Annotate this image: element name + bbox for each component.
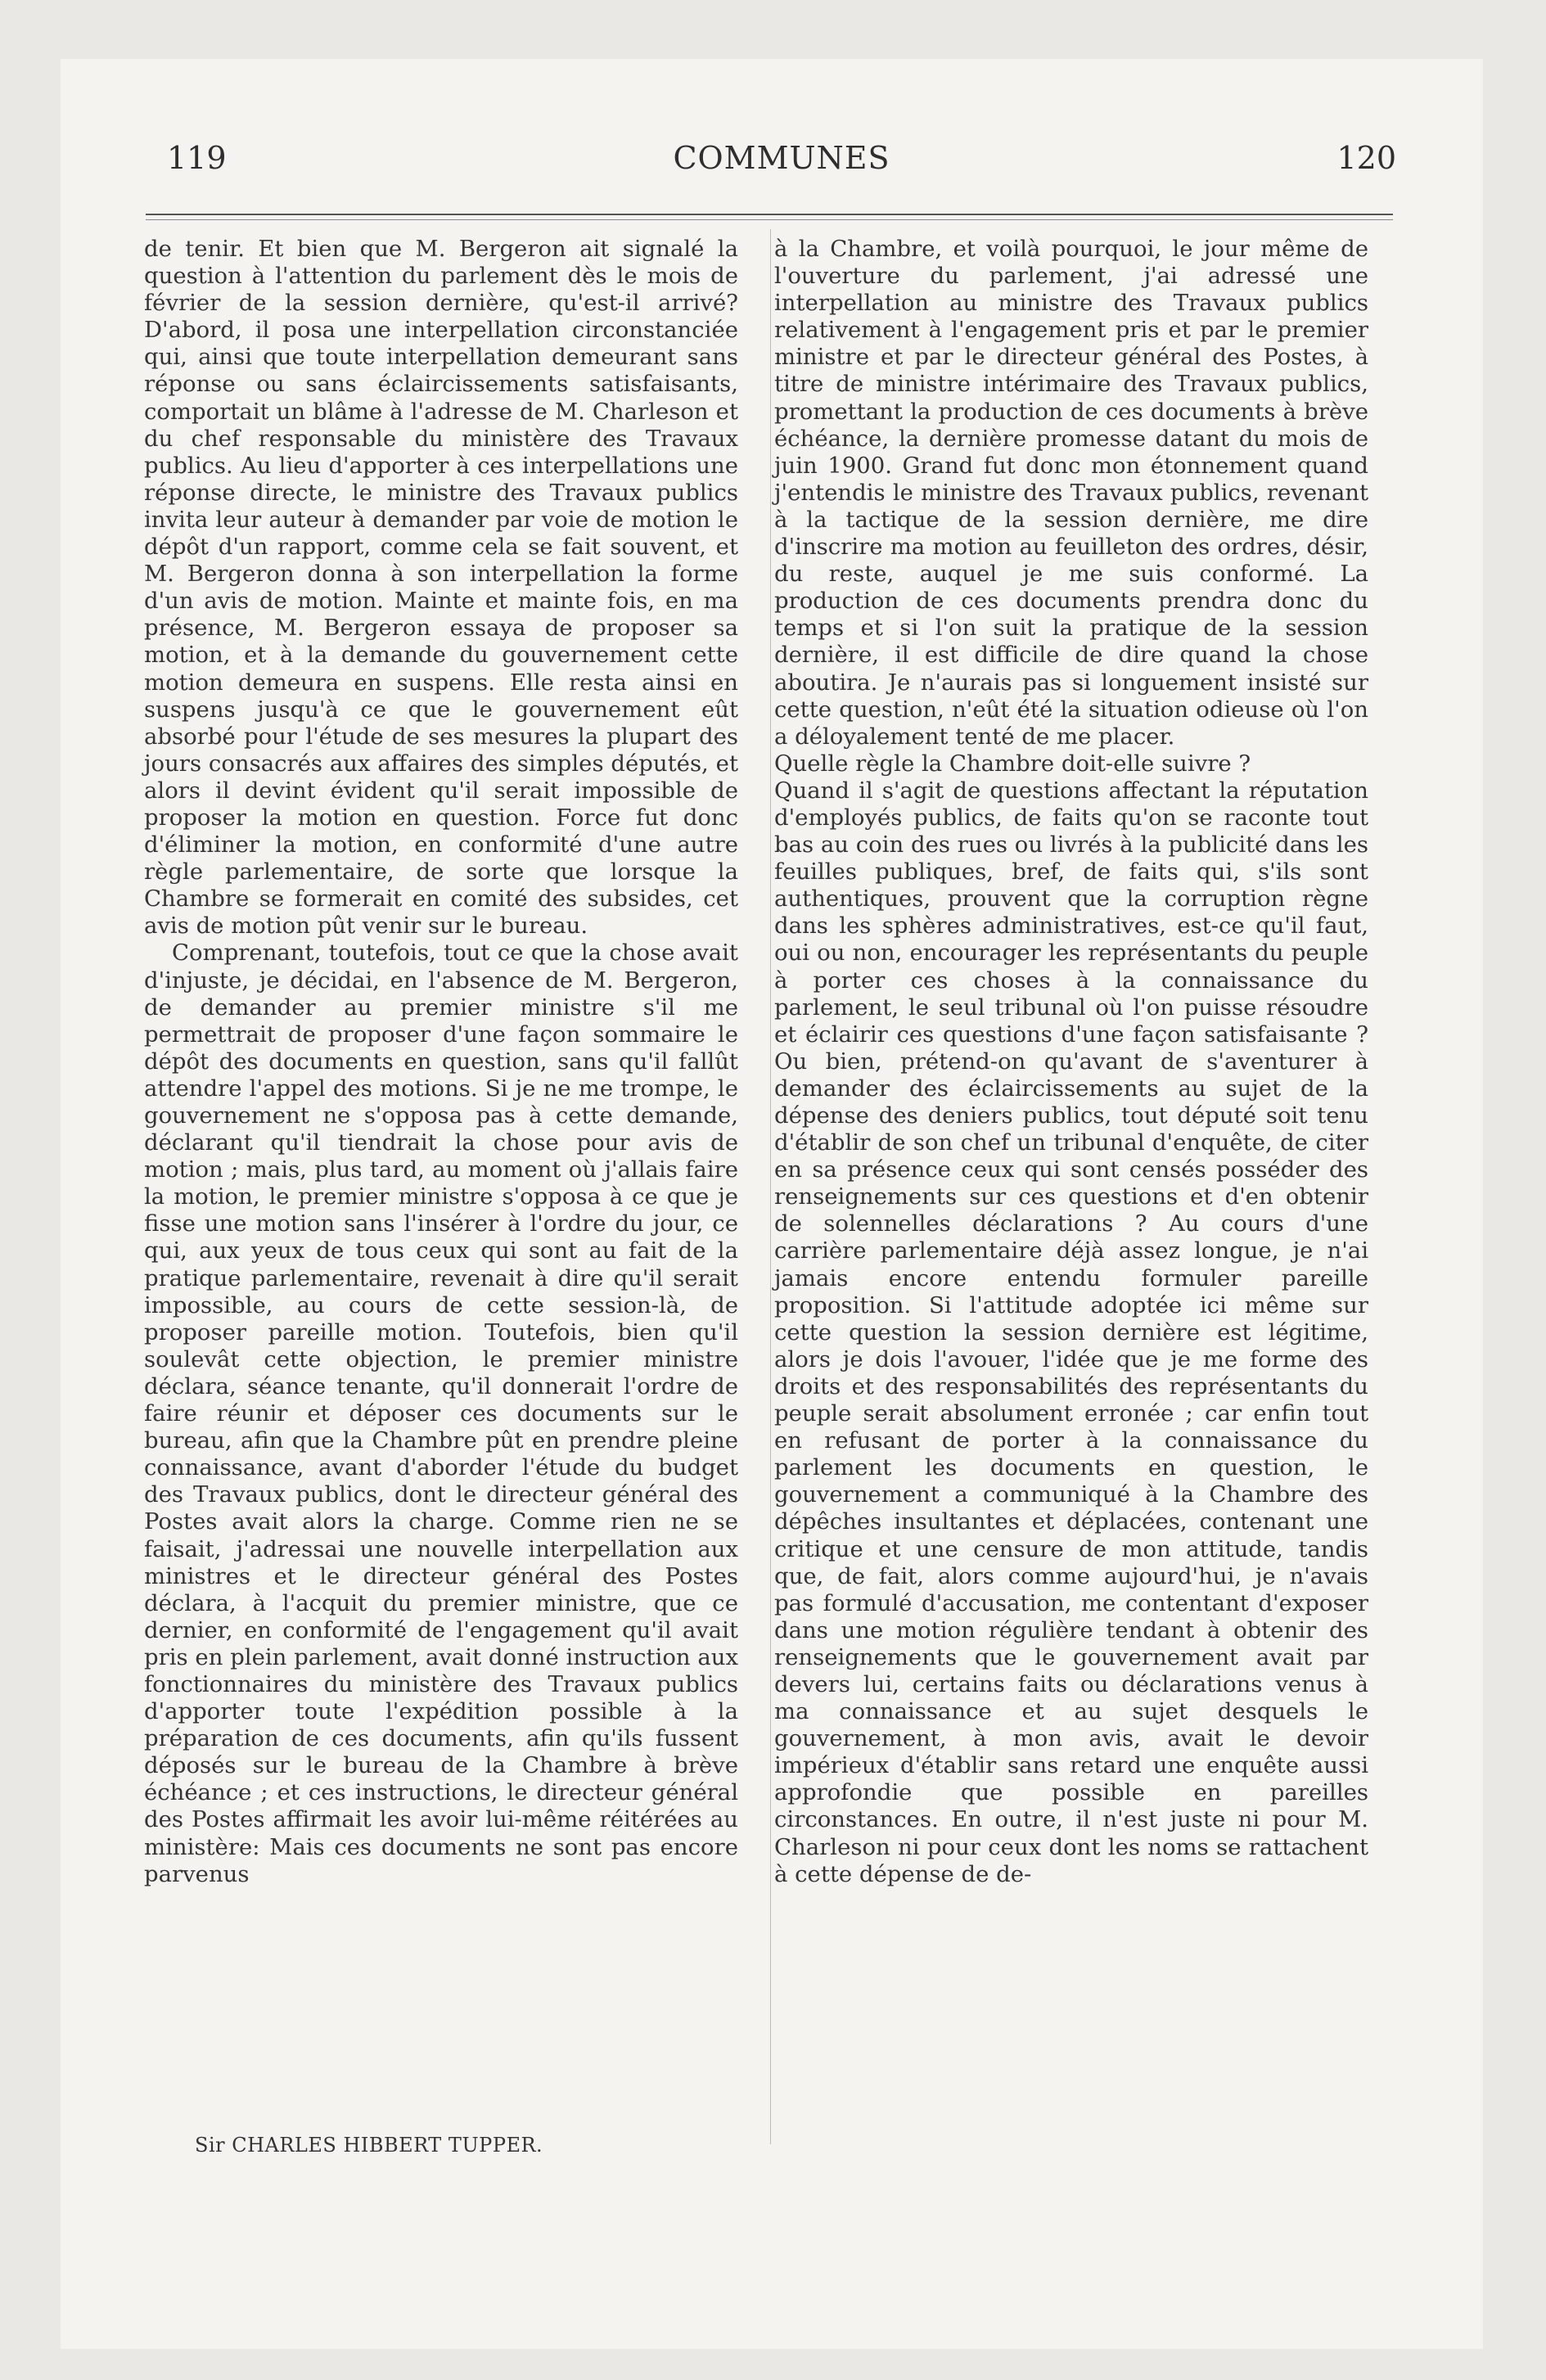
left-column bbox=[144, 236, 738, 1888]
header-rule bbox=[146, 214, 1393, 215]
right-column bbox=[774, 236, 1368, 1888]
left-paragraph-1: de tenir. Et bien que M. Bergeron ait signalé la question à l'attention du parlement dès le mois de février de la session dernière, qu'est-il arrivé? D'abord, il posa une interpellation circonstanciée qui, ainsi que toute interpellation demeurant sans réponse ou sans éclaircissements satisfaisants, comportait un blâme à l'adresse de M. Charleson et du chef responsable du ministère des Travaux publics. Au lieu d'apporter à ces interpellations une réponse directe, le ministre des Travaux publics invita leur auteur à demander par voie de motion le dépôt d'un rapport, comme cela se fait souvent, et M. Bergeron donna à son interpellation la forme d'un avis de motion. Mainte et mainte fois, en ma présence, M. Bergeron essaya de proposer sa motion, et à la demande du gouvernement cette motion demeura en suspens. Elle resta ainsi en suspens jusqu'à ce que le gouvernement eût absorbé pour l'étude de ses mesures la plupart des jours consacrés aux affaires des simples députés, et alors il devint évident qu'il serait impossible de proposer la motion en question. Force fut donc d'éliminer la motion, en conformité d'une autre règle parlementaire, de sorte que lorsque la Chambre se formerait en comité des subsides, cet avis de motion pût venir sur le bureau. bbox=[144, 236, 738, 940]
speaker-signature: Sir CHARLES HIBBERT TUPPER. bbox=[195, 2134, 543, 2157]
left-paragraph-2: Comprenant, toutefois, tout ce que la chose avait d'injuste, je décidai, en l'absence de M. Bergeron, de demander au premier ministre s'il me permettrait de proposer d'une façon sommaire le dépôt des documents en question, sans qu'il fallût attendre l'appel des motions. Si je ne me trompe, le gouvernement ne s'opposa pas à cette demande, déclarant qu'il tiendrait la chose pour avis de motion ; mais, plus tard, au moment où j'allais faire la motion, le premier ministre s'opposa à ce que je fisse une motion sans l'insérer à l'ordre du jour, ce qui, aux yeux de tous ceux qui sont au fait de la pratique parlementaire, revenait à dire qu'il serait impossible, au cours de cette session-là, de proposer pareille motion. Toutefois, bien qu'il soulevât cette objection, le premier ministre déclara, séance tenante, qu'il donnerait l'ordre de faire réunir et déposer ces documents sur le bureau, afin que la Chambre pût en prendre pleine connaissance, avant d'aborder l'étude du budget des Travaux publics, dont le directeur général des Postes avait alors la charge. Comme rien ne se faisait, j'adressai une nouvelle interpellation aux ministres et le directeur général des Postes déclara, à l'acquit du premier ministre, que ce dernier, en conformité de l'engagement qu'il avait pris en plein parlement, avait donné instruction aux fonctionnaires du ministère des Travaux publics d'apporter toute l'expédition possible à la préparation de ces documents, afin qu'ils fussent déposés sur le bureau de la Chambre à brève échéance ; et ces instructions, le directeur général des Postes affirmait les avoir lui-même réitérées au ministère: Mais ces documents ne sont pas encore parvenus bbox=[144, 940, 738, 1887]
running-title: COMMUNES bbox=[673, 140, 890, 176]
header-rule-secondary bbox=[146, 219, 1393, 220]
right-question-heading: Quelle règle la Chambre doit-elle suivre ? bbox=[774, 750, 1251, 777]
page-number-right: 120 bbox=[1336, 140, 1396, 176]
right-paragraph-2: Quand il s'agit de questions affectant la réputation d'employés publics, de faits qu'on se raconte tout bas au coin des rues ou livrés à la publicité dans les feuilles publiques, bref, de faits qui, s'ils sont authentiques, prouvent que la corruption règne dans les sphères administratives, est-ce qu'il faut, oui ou non, encourager les représentants du peuple à porter ces choses à la connaissance du parlement, le seul tribunal où l'on puisse résoudre et éclairir ces questions d'une façon satisfaisante ? Ou bien, prétend-on qu'avant de s'aventurer à demander des éclaircissements au sujet de la dépense des deniers publics, tout député soit tenu d'établir de son chef un tribunal d'enquête, de citer en sa présence ceux qui sont censés posséder des renseignements sur ces questions et d'en obtenir de solennelles déclarations ? Au cours d'une carrière parlementaire déjà assez longue, je n'ai jamais encore entendu formuler pareille proposition. Si l'attitude adoptée ici même sur cette question la session dernière est légitime, alors je dois l'avouer, l'idée que je me forme des droits et des responsabilités des représentants du peuple serait absolument erronée ; car enfin tout en refusant de porter à la connaissance du parlement les documents en question, le gouvernement a communiqué à la Chambre des dépêches insultantes et déplacées, contenant une critique et une censure de mon attitude, tandis que, de fait, alors comme aujourd'hui, je n'avais pas formulé d'accusation, me contentant d'exposer dans une motion régulière tendant à obtenir des renseignements que le gouvernement avait par devers lui, certains faits ou déclarations venus à ma connaissance et au sujet desquels le gouvernement, à mon avis, avait le devoir impérieux d'établir sans retard une enquête aussi approfondie que possible en pareilles circonstances. En outre, il n'est juste ni pour M. Charleson ni pour ceux dont les noms se rattachent à cette dépense de de- bbox=[774, 777, 1368, 1887]
page-header bbox=[167, 137, 1396, 178]
right-paragraph-1: à la Chambre, et voilà pourquoi, le jour même de l'ouverture du parlement, j'ai adressé une interpellation au ministre des Travaux publics relativement à l'engagement pris et par le premier ministre et par le directeur général des Postes, à titre de ministre intérimaire des Travaux publics, promettant la production de ces documents à brève échéance, la dernière promesse datant du mois de juin 1900. Grand fut donc mon étonnement quand j'entendis le ministre des Travaux publics, revenant à la tactique de la session dernière, me dire d'inscrire ma motion au feuilleton des ordres, désir, du reste, auquel je me suis conformé. La production de ces documents prendra donc du temps et si l'on suit la pratique de la session dernière, il est difficile de dire quand la chose aboutira. Je n'aurais pas si longuement insisté sur cette question, n'eût été la situation odieuse où l'on a déloyalement tenté de me placer. bbox=[774, 236, 1368, 750]
column-divider bbox=[770, 229, 771, 2144]
page-number-left: 119 bbox=[167, 140, 227, 176]
